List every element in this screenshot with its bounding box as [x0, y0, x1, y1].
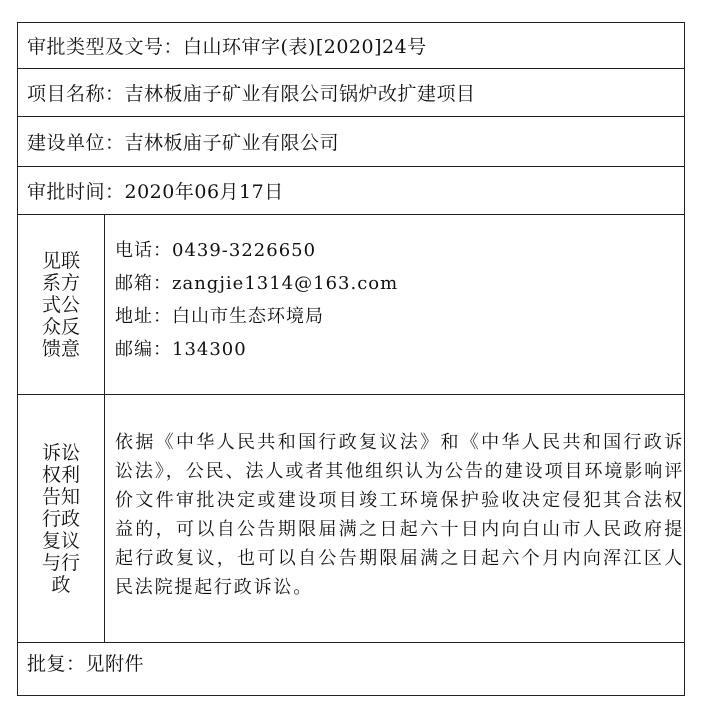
approval-time-row [18, 167, 684, 215]
project-name-text: 项目名称：吉林板庙子矿业有限公司锅炉改扩建项目 [27, 83, 476, 105]
approval-type-row [18, 23, 684, 69]
contact-address: 地址：白山市生态环境局 [115, 306, 324, 327]
contact-label-cell [18, 215, 105, 394]
contact-postcode: 邮编：134300 [115, 339, 247, 360]
contact-details-cell [105, 215, 684, 394]
appeal-text: 依据《中华人民共和国行政复议法》和《中华人民共和国行政诉讼法》，公民、法人或者其他组织认为公告的建设项目环境影响评价文件审批决定或建设项目竣工环境保护验收决定侵犯其合法权益的，可以自公告期限届满之日起六十日内向白山市人民政府提起行政复议，也可以自公告期限届满之日起六个月内向浑江区人民法院提起行政诉讼。 [115, 432, 684, 598]
contact-label: 见联系方式公众反馈意 [41, 249, 80, 360]
contact-phone: 电话：0439-3226650 [115, 240, 317, 261]
notice-table [17, 22, 685, 696]
appeal-label-cell [18, 395, 105, 642]
reply-text: 批复：见附件 [27, 653, 145, 675]
project-name-row [18, 69, 684, 117]
builder-text: 建设单位：吉林板庙子矿业有限公司 [27, 132, 340, 154]
builder-row [18, 117, 684, 167]
reply-row [18, 643, 684, 695]
appeal-row [18, 395, 684, 643]
contact-email: 邮箱：zangjie1314@163.com [115, 273, 399, 294]
contact-row [18, 215, 684, 395]
approval-type-text: 审批类型及文号：白山环审字(表)[2020]24号 [27, 36, 427, 58]
appeal-label: 诉讼权利告知行政复议与行政 [41, 441, 80, 596]
approval-time-text: 审批时间：2020年06月17日 [27, 181, 284, 203]
